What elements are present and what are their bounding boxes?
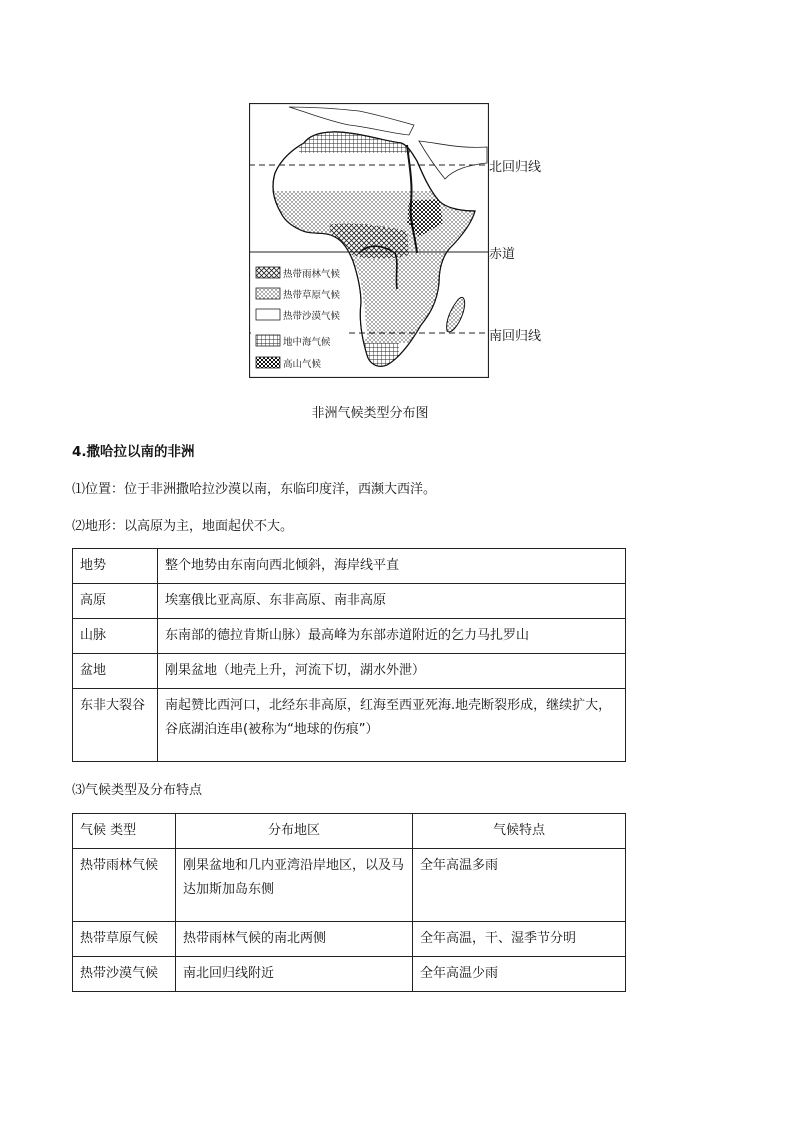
table-cell: 全年高温多雨 [413,849,626,922]
terrain-value: 南起赞比西河口，北经东非高原，红海至西亚死海.地壳断裂形成，继续扩大，谷底湖泊连串(被称为“地球的伤痕”） [158,689,626,762]
legend-label-rainforest: 热带雨林气候 [283,269,341,280]
table-row [73,957,626,992]
terrain-key: 盆地 [73,654,158,689]
legend-swatch-highland [256,357,280,368]
africa-climate-map [249,103,489,378]
table-row [73,549,626,584]
location-paragraph: ⑴位置：位于非洲撒哈拉沙漠以南，东临印度洋，西濒大西洋。 [72,482,437,497]
table-cell: 全年高温，干、湿季节分明 [413,922,626,957]
legend-swatch-mediterranean [256,335,280,346]
label-tropic-of-capricorn: 南回归线 [489,329,542,344]
table-cell: 热带沙漠气候 [73,957,176,992]
table-row [73,654,626,689]
climate-section-title: ⑶气候类型及分布特点 [72,783,203,798]
terrain-table [72,548,626,762]
legend-label-highland: 高山气候 [283,359,322,370]
column-header: 气候特点 [413,814,626,849]
table-cell: 南北回归线附近 [176,957,413,992]
terrain-paragraph: ⑵地形：以高原为主，地面起伏不大。 [72,519,294,534]
terrain-value: 整个地势由东南向西北倾斜，海岸线平直 [158,549,626,584]
table-row [73,689,626,762]
table-row [73,584,626,619]
legend-swatch-rainforest [256,267,280,278]
terrain-key: 山脉 [73,619,158,654]
terrain-key: 东非大裂谷 [73,689,158,762]
legend-label-desert: 热带沙漠气候 [283,311,341,322]
terrain-value: 刚果盆地（地壳上升，河流下切，湖水外泄） [158,654,626,689]
table-row [73,619,626,654]
table-row [73,849,626,922]
terrain-value: 埃塞俄比亚高原、东非高原、南非高原 [158,584,626,619]
section-heading: 4.撒哈拉以南的非洲 [72,444,195,460]
terrain-key: 高原 [73,584,158,619]
terrain-value: 东南部的德拉肯斯山脉）最高峰为东部赤道附近的乞力马扎罗山 [158,619,626,654]
table-row [73,922,626,957]
climate-table [72,813,626,992]
legend-swatch-desert [256,309,280,320]
table-cell: 热带雨林气候的南北两侧 [176,922,413,957]
table-header-row [73,814,626,849]
table-cell: 热带雨林气候 [73,849,176,922]
label-equator: 赤道 [489,247,516,262]
legend-label-savanna: 热带草原气候 [283,290,341,301]
legend-label-mediterranean: 地中海气候 [283,337,331,348]
column-header: 气候 类型 [73,814,176,849]
column-header: 分布地区 [176,814,413,849]
legend-swatch-savanna [256,288,280,299]
table-cell: 全年高温少雨 [413,957,626,992]
map-caption: 非洲气候类型分布图 [311,406,429,421]
table-cell: 热带草原气候 [73,922,176,957]
table-cell: 刚果盆地和几内亚湾沿岸地区，以及马达加斯加岛东侧 [176,849,413,922]
label-tropic-of-cancer: 北回归线 [489,160,542,175]
terrain-key: 地势 [73,549,158,584]
